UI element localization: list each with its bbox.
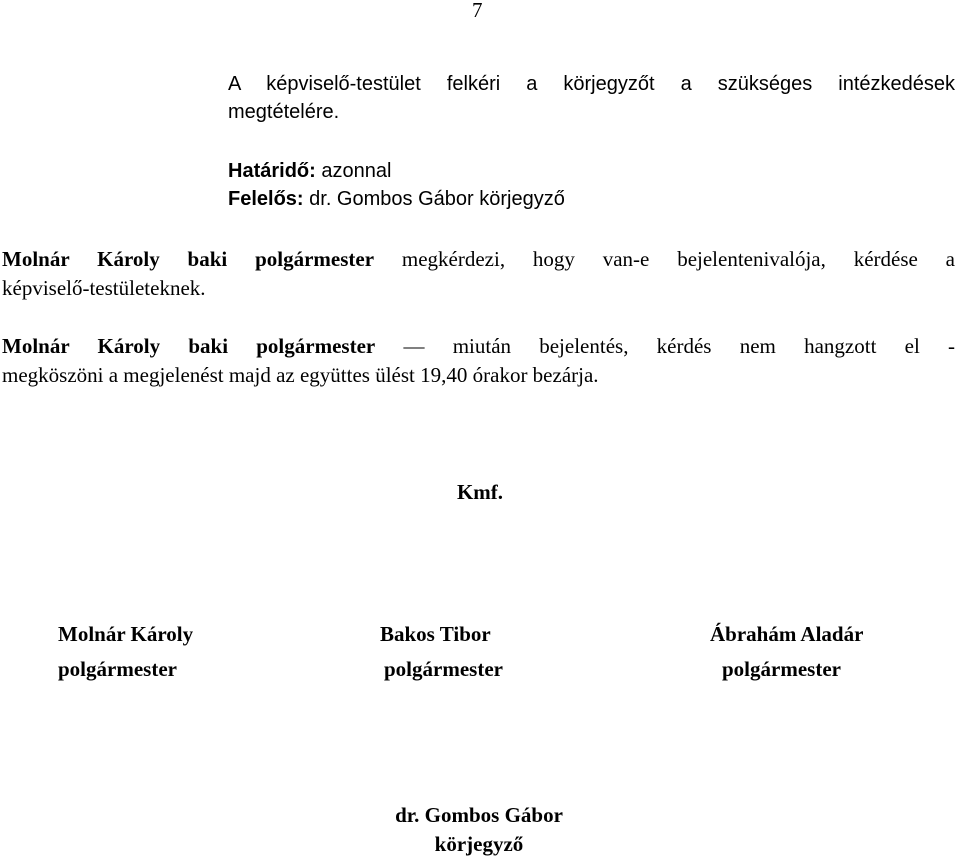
notary-name: dr. Gombos Gábor (395, 803, 563, 827)
notary-title: körjegyző (434, 832, 524, 856)
deadline-label: Határidő: (228, 160, 316, 182)
responsible-label: Felelős: (228, 188, 304, 210)
paragraph-closing-text: miután bejelentés, kérdés nem hangzott el - (452, 334, 955, 358)
signature-3-title: polgármester (722, 657, 841, 681)
em-dash: — (403, 334, 425, 358)
kmf-heading: Kmf. (456, 480, 504, 504)
signature-1-title: polgármester (58, 657, 177, 681)
signature-1-name: Molnár Károly (58, 622, 194, 646)
paragraph-question-line-1 (2, 245, 955, 273)
speaker-name: Molnár Károly baki polgármester (2, 334, 376, 358)
deadline-row (228, 157, 391, 185)
paragraph-closing-line-2: megköszöni a megjelenést majd az együttes ülést 19,40 órakor bezárja. (2, 363, 599, 387)
responsible-row (228, 185, 565, 213)
speaker-name: Molnár Károly baki polgármester (2, 247, 375, 271)
deadline-value: azonnal (321, 160, 392, 182)
resolution-line-1: A képviselő-testület felkéri a körjegyzőt a szükséges intézkedések (228, 73, 955, 95)
resolution-line-2: megtételére. (228, 101, 340, 123)
paragraph-question-text: megkérdezi, hogy van-e bejelentenivalója, kérdése a (401, 247, 955, 271)
signature-2-name: Bakos Tibor (380, 622, 491, 646)
page-number: 7 (472, 0, 483, 22)
signature-2-title: polgármester (384, 657, 503, 681)
paragraph-question-line-2: képviselő-testületeknek. (2, 276, 206, 300)
signature-3-name: Ábrahám Aladár (710, 622, 864, 646)
paragraph-closing-line-1 (2, 332, 955, 360)
responsible-value: dr. Gombos Gábor körjegyző (309, 188, 565, 210)
